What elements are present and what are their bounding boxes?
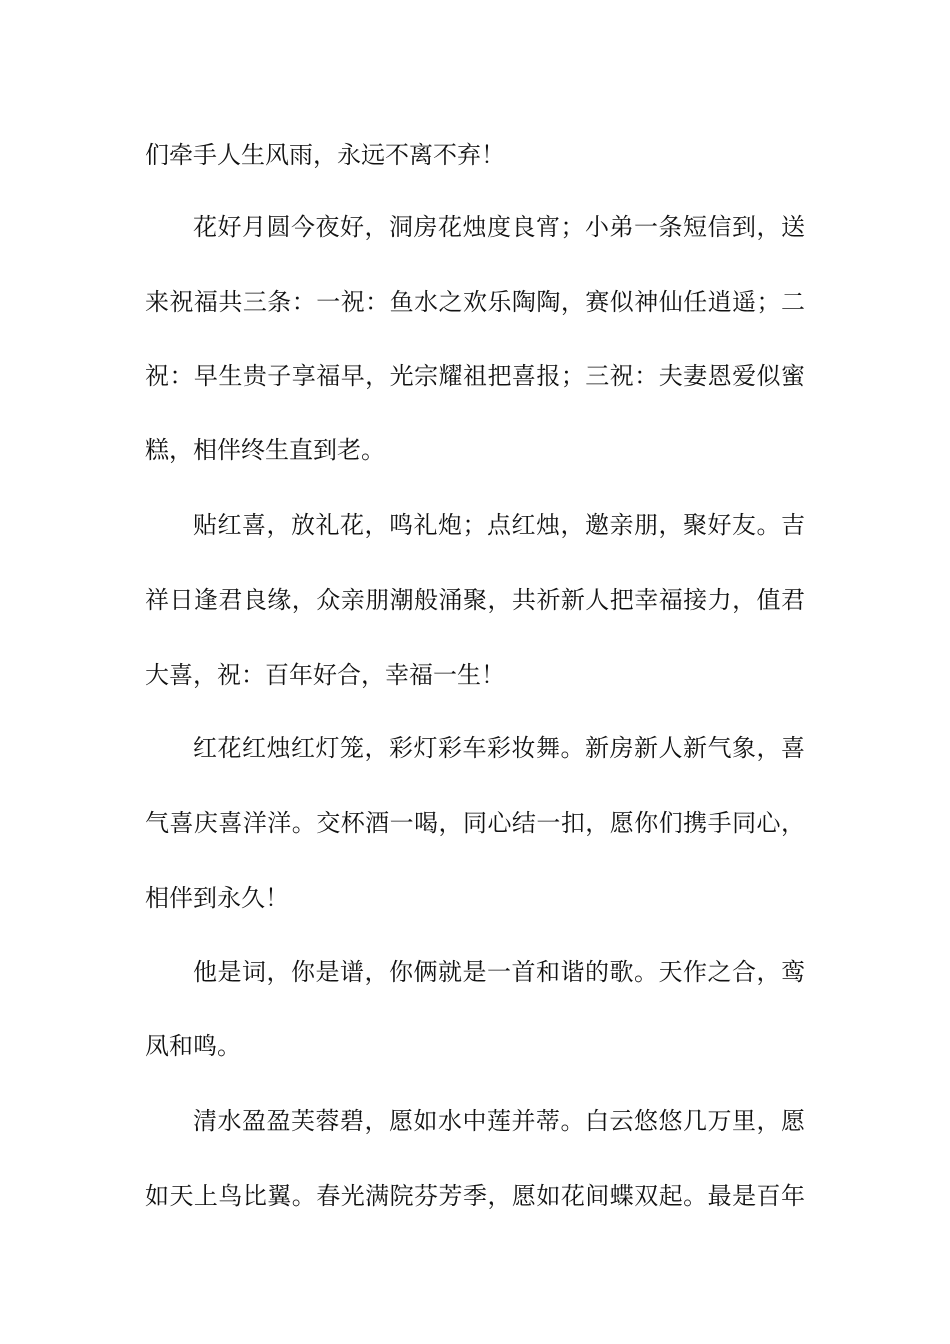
text-line-5: 糕，相伴终生直到老。 [145, 436, 385, 464]
text-line-13: 凤和鸣。 [145, 1032, 241, 1060]
text-line-15: 如天上鸟比翼。春光满院芬芳季，愿如花间蝶双起。最是百年 [145, 1182, 805, 1210]
text-line-1: 们牵手人生风雨，永远不离不弃！ [145, 141, 505, 169]
text-line-2: 花好月圆今夜好，洞房花烛度良宵；小弟一条短信到，送 [193, 213, 805, 241]
text-line-8: 大喜，祝：百年好合，幸福一生！ [145, 661, 505, 689]
text-line-12: 他是词，你是谱，你俩就是一首和谐的歌。天作之合，鸾 [193, 958, 805, 986]
text-line-3: 来祝福共三条：一祝：鱼水之欢乐陶陶，赛似神仙任逍遥；二 [145, 288, 805, 316]
text-line-6: 贴红喜，放礼花，鸣礼炮；点红烛，邀亲朋，聚好友。吉 [193, 511, 805, 539]
text-line-7: 祥日逢君良缘，众亲朋潮般涌聚，共祈新人把幸福接力，值君 [145, 586, 805, 614]
text-line-11: 相伴到永久！ [145, 884, 289, 912]
text-line-10: 气喜庆喜洋洋。交杯酒一喝，同心结一扣，愿你们携手同心， [145, 809, 805, 837]
text-line-9: 红花红烛红灯笼，彩灯彩车彩妆舞。新房新人新气象，喜 [193, 734, 805, 762]
text-line-4: 祝：早生贵子享福早，光宗耀祖把喜报；三祝：夫妻恩爱似蜜 [145, 362, 805, 390]
text-line-14: 清水盈盈芙蓉碧，愿如水中莲并蒂。白云悠悠几万里，愿 [193, 1107, 805, 1135]
